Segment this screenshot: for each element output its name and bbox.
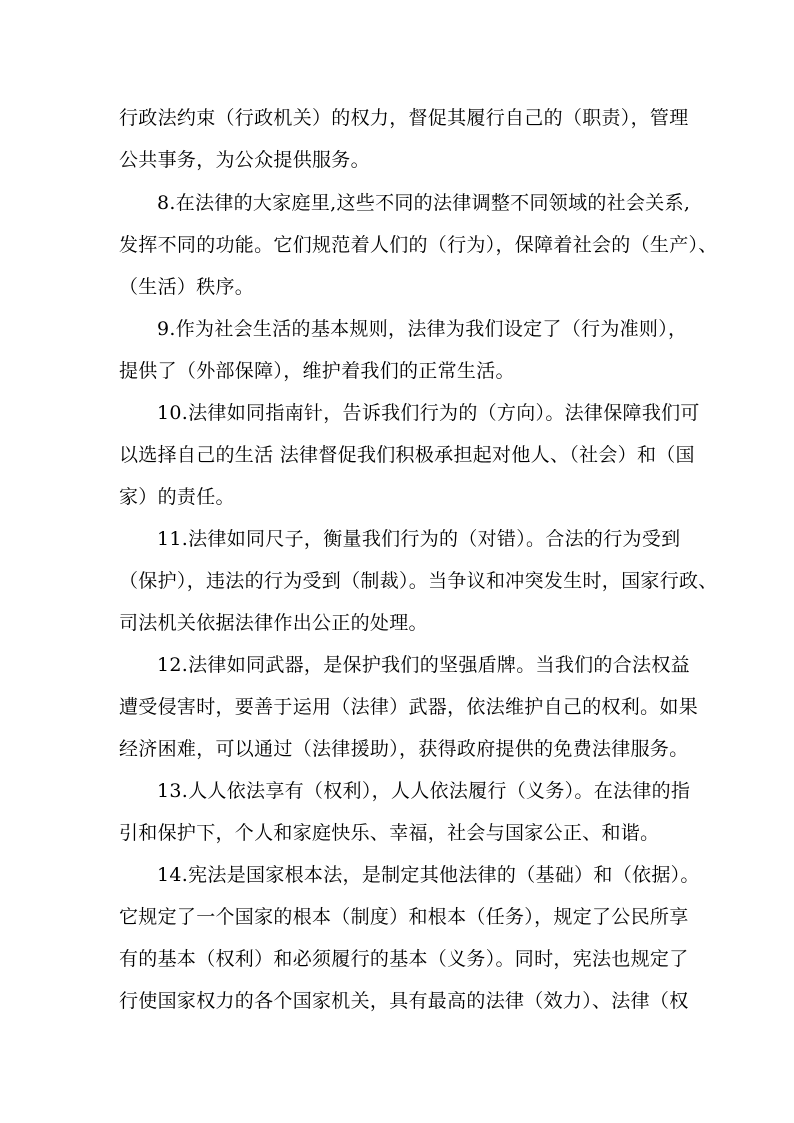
text-line: 司法机关依据法律作出公正的处理。 [119, 612, 428, 634]
text-line: 9.作为社会生活的基本规则，法律为我们设定了（行为准则）， [157, 318, 688, 340]
text-line: 以选择自己的生活 法律督促我们积极承担起对他人、（社会）和（国 [119, 444, 695, 466]
text-line: 经济困难，可以通过（法律援助），获得政府提供的免费法律服务。 [119, 738, 689, 760]
text-line: 14.宪法是国家根本法，是制定其他法律的（基础）和（依据）。 [157, 864, 700, 886]
text-line: （保护），违法的行为受到（制裁）。当争议和冲突发生时，国家行政、 [119, 570, 718, 592]
text-line: 8.在法律的大家庭里,这些不同的法律调整不同领域的社会关系, [157, 192, 691, 214]
text-line: 家）的责任。 [119, 486, 235, 508]
text-line: 公共事务，为公众提供服务。 [119, 149, 370, 171]
text-line: 引和保护下，个人和家庭快乐、幸福，社会与国家公正、和谐。 [119, 822, 660, 844]
text-line: 发挥不同的功能。它们规范着人们的（行为），保障着社会的（生产）、 [119, 234, 718, 256]
text-line: 有的基本（权利）和必须履行的基本（义务）。同时，宪法也规定了 [119, 948, 689, 970]
text-line: 它规定了一个国家的根本（制度）和根本（任务），规定了公民所享 [119, 906, 689, 928]
text-line: （生活）秩序。 [119, 276, 255, 298]
text-line: 提供了（外部保障），维护着我们的正常生活。 [119, 360, 515, 382]
text-line: 10.法律如同指南针，告诉我们行为的（方向）。法律保障我们可 [157, 402, 700, 424]
text-line: 行政法约束（行政机关）的权力，督促其履行自己的（职责），管理 [119, 107, 689, 129]
text-line: 遭受侵害时，要善于运用（法律）武器，依法维护自己的权利。如果 [119, 696, 699, 718]
text-line: 行使国家权力的各个国家机关，具有最高的法律（效力）、法律（权 [119, 990, 689, 1012]
text-line: 12.法律如同武器，是保护我们的坚强盾牌。当我们的合法权益 [157, 654, 690, 676]
text-line: 11.法律如同尺子，衡量我们行为的（对错）。合法的行为受到 [157, 528, 681, 550]
text-line: 13.人人依法享有（权利），人人依法履行（义务）。在法律的指 [157, 780, 691, 802]
